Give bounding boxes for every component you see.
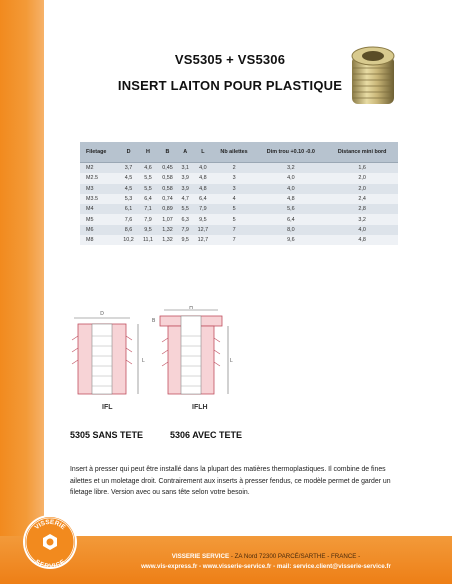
table-row — [80, 184, 398, 194]
table-cell: 11,1 — [138, 235, 157, 245]
table-cell: 6,3 — [177, 214, 193, 224]
table-cell: 3 — [213, 184, 256, 194]
subhead-sans-tete: 5305 SANS TETE — [70, 430, 144, 440]
table-cell: 3,2 — [326, 214, 398, 224]
table-cell: 2,0 — [326, 173, 398, 183]
table-cell: 1,32 — [158, 225, 178, 235]
table-cell: 7,9 — [177, 225, 193, 235]
table-cell: 6,4 — [138, 194, 157, 204]
table-cell: 6,4 — [193, 194, 213, 204]
table-row — [80, 204, 398, 214]
footer-address: - ZA Nord 72300 PARCÉ/SARTHE - FRANCE - — [229, 553, 361, 560]
insert-photo — [344, 42, 402, 112]
dim-label-b: B — [152, 318, 156, 324]
footer-contact-line — [40, 563, 452, 570]
dim-label-d: D — [100, 311, 104, 317]
ifl-drawing — [68, 306, 148, 402]
table-row — [80, 163, 398, 174]
table-cell: 4,8 — [193, 184, 213, 194]
table-cell: 0,89 — [158, 204, 178, 214]
table-cell: 5,5 — [138, 184, 157, 194]
col-header: Dim trou +0.10 -0.0 — [255, 142, 326, 163]
table-cell: 2,4 — [326, 194, 398, 204]
description-text: Insert à presser qui peut être installé dans la plupart des matières thermoplastiques. Il combine de fines ailettes et un moletage droit. Contrairement aux inserts à presser fendus, ce modèle permet de garder un filetage libre. Version avec ou sans tête selon votre besoin. — [70, 466, 391, 497]
table-cell: 5 — [213, 214, 256, 224]
drawing-caption-iflh: IFLH — [192, 404, 208, 411]
col-header: A — [177, 142, 193, 163]
table-cell: 8,0 — [255, 225, 326, 235]
dim-label-l: L — [142, 358, 145, 364]
table-cell: 12,7 — [193, 225, 213, 235]
col-header: Distance mini bord — [326, 142, 398, 163]
table-cell: 7 — [213, 225, 256, 235]
table-cell: M6 — [80, 225, 119, 235]
table-row — [80, 214, 398, 224]
table-cell: 12,7 — [193, 235, 213, 245]
table-cell: M3 — [80, 184, 119, 194]
table-cell: 0,74 — [158, 194, 178, 204]
col-header: Nb ailettes — [213, 142, 256, 163]
table-cell: 4,8 — [193, 173, 213, 183]
table-cell: 7,9 — [193, 204, 213, 214]
table-cell: 5,5 — [138, 173, 157, 183]
table-cell: 5,3 — [119, 194, 139, 204]
table-cell: 7 — [213, 235, 256, 245]
left-accent-bar — [0, 0, 44, 584]
logo-text-top: VISSERIE — [33, 518, 67, 532]
table-cell: 4 — [213, 194, 256, 204]
table-cell: 1,6 — [326, 163, 398, 174]
table-row — [80, 235, 398, 245]
table-cell: 4,8 — [255, 194, 326, 204]
table-row — [80, 225, 398, 235]
table-cell: 8,6 — [119, 225, 139, 235]
logo-text-bottom: SERVICE — [33, 558, 67, 570]
table-cell: 4,0 — [193, 163, 213, 174]
table-cell: 5 — [213, 204, 256, 214]
table-cell: 9,5 — [193, 214, 213, 224]
table-cell: 3 — [213, 173, 256, 183]
dim-label-l2: L — [230, 358, 233, 364]
page-subtitle: INSERT LAITON POUR PLASTIQUE — [117, 78, 343, 93]
table-cell: 9,5 — [177, 235, 193, 245]
footer-address-line — [40, 553, 452, 560]
table-cell: 0,58 — [158, 184, 178, 194]
table-cell: 4,8 — [326, 235, 398, 245]
table-cell: 9,5 — [138, 225, 157, 235]
table-cell: 7,9 — [138, 214, 157, 224]
col-header: L — [193, 142, 213, 163]
table-cell: 0,45 — [158, 163, 178, 174]
page-title: VS5305 + VS5306 — [174, 52, 286, 67]
table-cell: 4,5 — [119, 173, 139, 183]
table-cell: 3,2 — [255, 163, 326, 174]
table-cell: 1,32 — [158, 235, 178, 245]
table-cell: 2,8 — [326, 204, 398, 214]
table-cell: 10,2 — [119, 235, 139, 245]
table-cell: 3,1 — [177, 163, 193, 174]
table-cell: 5,5 — [177, 204, 193, 214]
table-cell: 4,7 — [177, 194, 193, 204]
col-header: Filetage — [80, 142, 119, 163]
table-cell: 4,0 — [326, 225, 398, 235]
table-cell: 7,1 — [138, 204, 157, 214]
spec-table — [80, 142, 398, 245]
table-cell: 6,4 — [255, 214, 326, 224]
drawing-caption-ifl: IFL — [102, 404, 113, 411]
table-cell: 4,0 — [255, 184, 326, 194]
table-cell: M2.5 — [80, 173, 119, 183]
table-cell: 2 — [213, 163, 256, 174]
footer-sep: - — [197, 563, 203, 570]
footer-web1-link[interactable]: www.vis-express.fr — [141, 563, 198, 570]
col-header: D — [119, 142, 139, 163]
table-cell: M4 — [80, 204, 119, 214]
dim-label-h: H — [189, 306, 193, 311]
col-header: H — [138, 142, 157, 163]
table-cell: 9,6 — [255, 235, 326, 245]
table-cell: 2,0 — [326, 184, 398, 194]
iflh-drawing — [150, 306, 236, 402]
table-cell: 0,58 — [158, 173, 178, 183]
table-cell: 3,9 — [177, 173, 193, 183]
footer-web2-link[interactable]: www.visserie-service.fr — [202, 563, 272, 570]
table-cell: 4,5 — [119, 184, 139, 194]
footer-company: VISSERIE SERVICE — [171, 553, 230, 560]
table-cell: 3,7 — [119, 163, 139, 174]
table-cell: M3.5 — [80, 194, 119, 204]
table-cell: 4,0 — [255, 173, 326, 183]
col-header: B — [158, 142, 178, 163]
table-cell: 1,07 — [158, 214, 178, 224]
table-cell: M2 — [80, 163, 119, 174]
table-header-row — [80, 142, 398, 163]
table-cell: 4,6 — [138, 163, 157, 174]
table-cell: 6,1 — [119, 204, 139, 214]
table-row — [80, 173, 398, 183]
table-cell: 3,9 — [177, 184, 193, 194]
footer-mail-link[interactable]: mail: service.client@visserie-service.fr — [276, 563, 391, 570]
table-cell: 5,6 — [255, 204, 326, 214]
visserie-service-logo — [22, 514, 78, 570]
subhead-avec-tete: 5306 AVEC TETE — [170, 430, 243, 440]
table-cell: 7,6 — [119, 214, 139, 224]
footer-sep: - — [271, 563, 277, 570]
table-cell: M5 — [80, 214, 119, 224]
table-cell: M8 — [80, 235, 119, 245]
table-row — [80, 194, 398, 204]
